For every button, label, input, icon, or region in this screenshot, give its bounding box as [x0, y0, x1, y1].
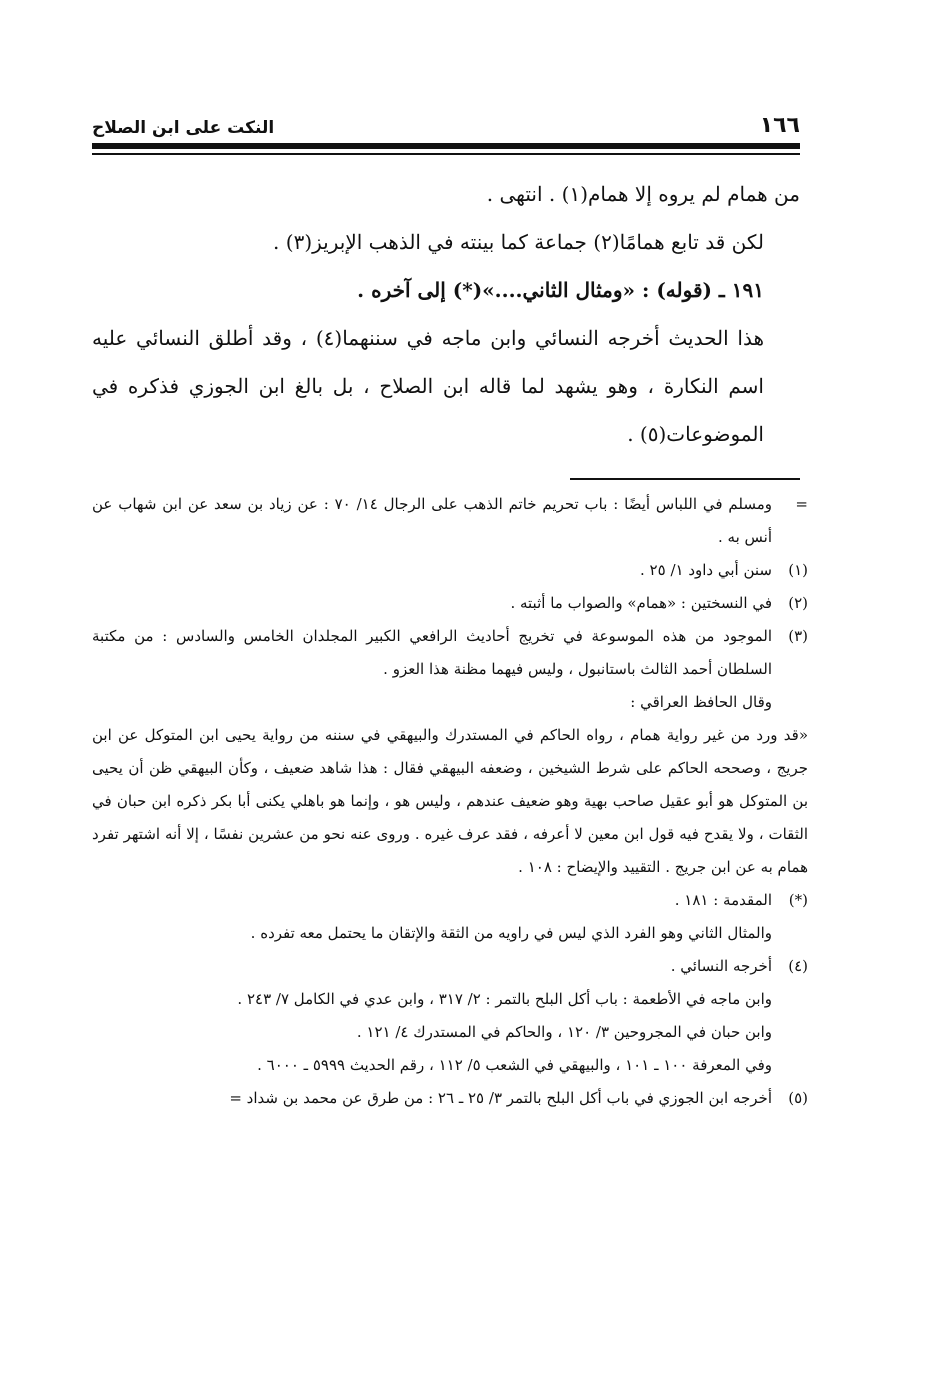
- footnote-continued: [92, 488, 808, 554]
- footnote-4-line-2: وابن ماجه في الأطعمة : باب أكل البلح بالتمر : ٢/ ٣١٧ ، وابن عدي في الكامل ٧/ ٢٤٣ .: [237, 990, 772, 1008]
- footnote-marker: (٢): [788, 594, 808, 612]
- section-heading: ١٩١ ـ (قوله) : «ومثال الثاني....»(*) إلى آخره .: [357, 278, 764, 302]
- footnote-5: [92, 1082, 808, 1115]
- header-rule-thick: [92, 143, 800, 149]
- footnote-3: [92, 620, 808, 686]
- footnote-4: [92, 950, 808, 983]
- footnote-4-line-4: وفي المعرفة ١٠٠ ـ ١٠١ ، والبيهقي في الشعب ٥/ ١١٢ ، رقم الحديث ٥٩٩٩ ـ ٦٠٠٠ .: [257, 1056, 772, 1074]
- body-line-2: لكن قد تابع همامًا(٢) جماعة كما بينته في الذهب الإبريز(٣) .: [273, 230, 764, 254]
- page-header: [92, 108, 800, 138]
- footnote-marker: (٥): [788, 1089, 808, 1107]
- footnote-text: أخرجه ابن الجوزي في باب أكل البلح بالتمر ٣/ ٢٥ ـ ٢٦ : من طرق عن محمد بن شداد =: [229, 1089, 772, 1107]
- footnote-3-line-2: وقال الحافظ العراقي :: [630, 693, 772, 711]
- body-paragraph: هذا الحديث أخرجه النسائي وابن ماجه في سننهما(٤) ، وقد أطلق النسائي عليه اسم النكارة ، وهو يشهد لما قاله ابن الصلاح ، بل بالغ ابن الجوزي فذكره في الموضوعات(٥) .: [92, 326, 764, 446]
- footnote-text: ومسلم في اللباس أيضًا : باب تحريم خاتم الذهب على الرجال ١٤/ ٧٠ : عن زياد بن سعد عن ابن شهاب عن أنس به .: [92, 495, 772, 546]
- footnote-star: [92, 884, 808, 917]
- footnote-text: أخرجه النسائي .: [670, 957, 772, 975]
- footnote-marker: =: [795, 495, 808, 513]
- running-title: النكت على ابن الصلاح: [92, 118, 275, 138]
- footnote-4-line-3: وابن حبان في المجروحين ٣/ ١٢٠ ، والحاكم في المستدرك ٤/ ١٢١ .: [356, 1023, 772, 1041]
- footnote-marker: (٣): [788, 627, 808, 645]
- footnote-text: المقدمة : ١٨١ .: [674, 891, 772, 909]
- footnote-2: [92, 587, 808, 620]
- footnote-1: [92, 554, 808, 587]
- main-text: [92, 170, 800, 458]
- footnote-star-line-2: والمثال الثاني وهو الفرد الذي ليس في راويه من الثقة والإتقان ما يحتمل معه تفرده .: [250, 924, 772, 942]
- body-line-1: من همام لم يروه إلا همام(١) . انتهى .: [486, 182, 800, 206]
- footnote-marker: (١): [788, 561, 808, 579]
- header-rule-thin: [92, 153, 800, 155]
- footnote-marker: (٤): [788, 957, 808, 975]
- page-number: ١٦٦: [759, 113, 800, 138]
- footnote-text: الموجود من هذه الموسوعة في تخريج أحاديث الرافعي الكبير المجلدان الخامس والسادس : من مكتبة السلطان أحمد الثالث باستانبول ، وليس فيهما مظنة هذا العزو .: [92, 627, 772, 678]
- footnote-marker: (*): [788, 891, 808, 909]
- footnote-separator: [570, 478, 800, 480]
- footnote-text: سنن أبي داود ١/ ٢٥ .: [640, 561, 772, 579]
- footnotes: [92, 488, 808, 1115]
- footnote-3-quote: «قد ورد من غير رواية همام ، رواه الحاكم في المستدرك والبيهقي في سننه من رواية يحيى ابن المتوكل عن ابن جريج ، وصححه الحاكم على شرط الشيخين ، وضعفه البيهقي فقال : هذا شاهد ضعيف ، وكأن البيهقي ظن أن يحيى بن المتوكل هو أبو عقيل صاحب بهية وهو ضعيف عندهم ، وليس هو ، وإنما هو باهلي يكنى أبا بكر ذكره ابن حبان في الثقات ، ولا يقدح فيه قول ابن معين لا أعرفه ، فقد عرف غيره . وروى عنه نحو من عشرين نفسًا ، إلا أنه اشتهر تفرد همام به عن ابن جريج . التقييد والإيضاح : ١٠٨ .: [92, 726, 808, 876]
- footnote-text: في النسختين : «همام» والصواب ما أثبته .: [510, 594, 772, 612]
